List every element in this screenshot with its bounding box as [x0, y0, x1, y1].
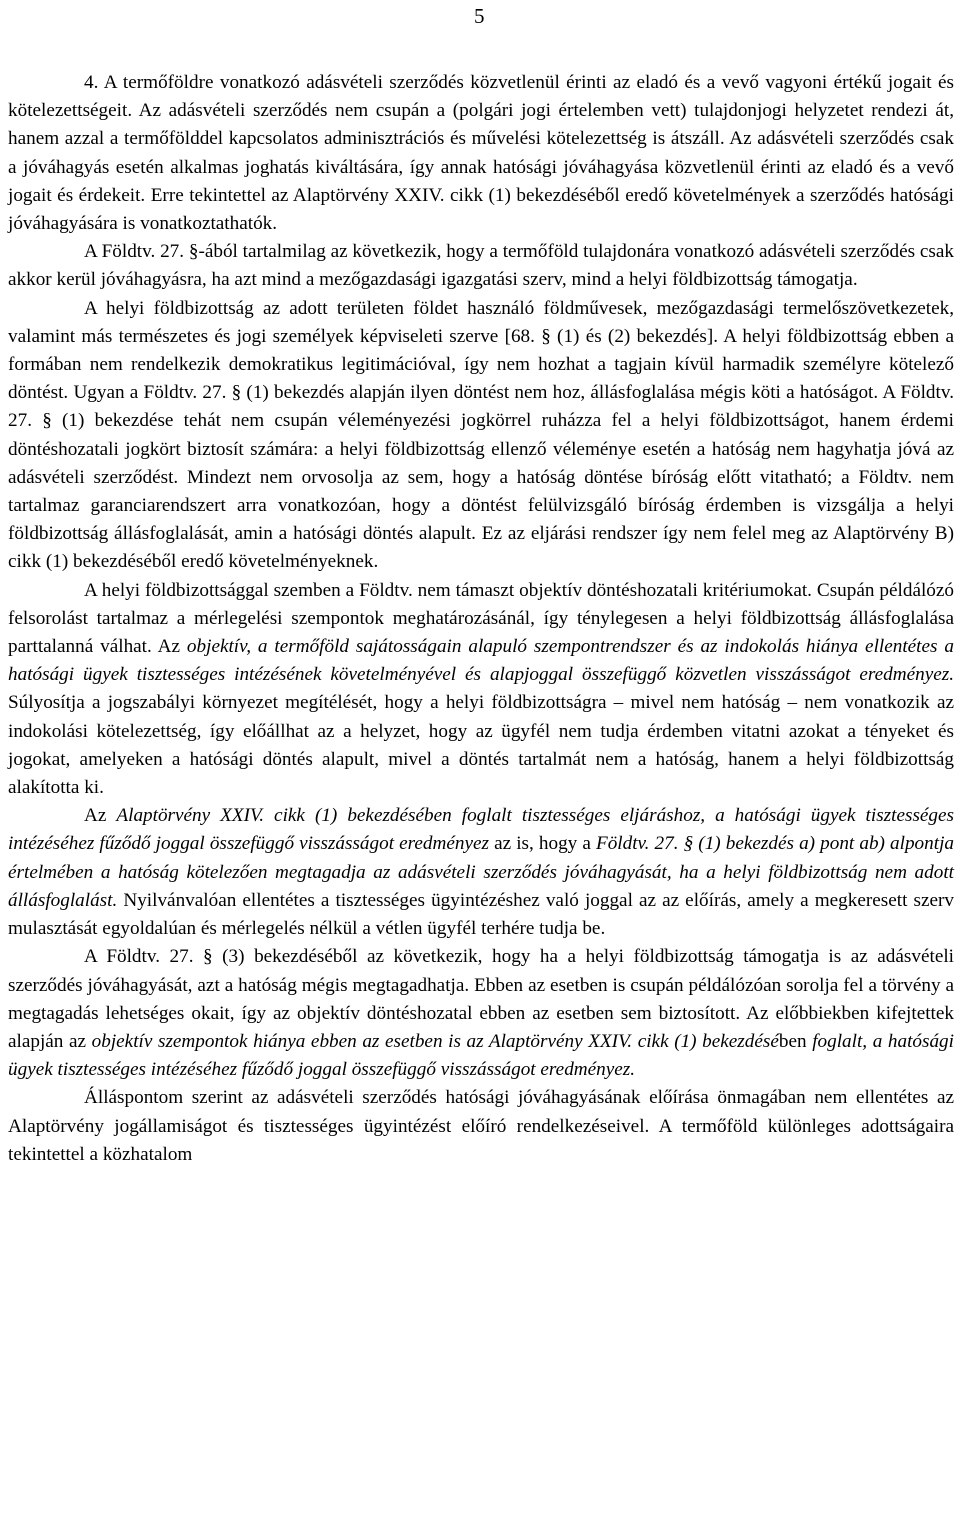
text-segment: A Földtv. 27. §-ából tartalmilag az következik, hogy a termőföld tulajdonára vonatkozó adásvételi szerződés csak akkor kerül jóváhagyásra, ha azt mind a mezőgazdasági igazgatási szerv, mind a helyi földbizottság támogatja. [8, 241, 954, 291]
paragraph [8, 1084, 954, 1169]
italic-text-segment: Földtv. 27. § (1) bekezdés a) pont ab) alpontja értelmében a hatóság kötelezően megtagadja az adásvételi szerződés jóváhagyását, ha a helyi földbizottság nem adott állásfoglalást. [8, 833, 954, 911]
text-segment: Nyilvánvalóan ellentétes a tisztességes ügyintézéshez való joggal az az előírás, amely a megkeresett szerv mulasztását egyoldalúan és mérlegelés nélkül a vétlen ügyfél terhére tudja be. [8, 889, 954, 940]
italic-text-segment: objektív szempontok hiánya ebben az esetben is az Alaptörvény XXIV. cikk (1) bekezdésé [91, 1030, 779, 1052]
paragraph [8, 295, 954, 577]
text-segment: az is, hogy a [488, 833, 596, 855]
text-segment: 4. A termőföldre vonatkozó adásvételi szerződés közvetlenül érinti az eladó és a vevő vagyoni értékű jogait és kötelezettségeit. Az adásvételi szerződés nem csupán a (polgári jogi értelemben vett) tulajdonjogi helyzetet rendezi át, hanem azzal a termőfölddel kapcsolatos adminisztrációs és művelési kötelezettség is átszáll. Az adásvételi szerződés csak a jóváhagyás esetén alkalmas joghatás kiváltására, így annak hatósági jóváhagyása közvetlenül érinti az eladó és a vevő jogait és érdekeit. Erre tekintettel az Alaptörvény XXIV. cikk (1) bekezdéséből eredő követelmények a szerződés hatósági jóváhagyására is vonatkoztathatók. [8, 72, 954, 235]
text-segment: A helyi földbizottsággal szemben a Földtv. nem támaszt objektív döntéshozatali kritériumokat. Csupán példálózó felsorolást tartalmaz a mérlegelési szempontok meghatározásánál, így ténylegesen a helyi földbizottság állásfoglalása parttalanná válhat. Az [8, 579, 954, 658]
paragraph [8, 238, 954, 294]
paragraph [8, 943, 954, 1084]
text-segment: A helyi földbizottság az adott területen földet használó földművesek, mezőgazdasági termelőszövetkezetek, valamint más természetes és jogi személyek képviseleti szerve [68. § (1) és (2) bekezdés]. A helyi földbizottság ebben a formában nem rendelkezik demokratikus legitimációval, így nem hozhat a tagjain kívül harmadik személyre kötelező döntést. Ugyan a Földtv. 27. § (1) bekezdés alapján ilyen döntést nem hoz, állásfoglalása mégis köti a hatóságot. A Földtv. 27. § (1) bekezdése tehát nem csupán véleményezési jogkörrel ruházza fel a helyi földbizottságot, hanem érdemi döntéshozatali jogkört biztosít számára: a helyi földbizottság ellenző véleménye esetén a hatóság nem hagyhatja jóvá az adásvételi szerződést. Mindezt nem orvosolja az sem, hogy a hatóság döntése bíróság előtt vitatható; a Földtv. nem tartalmaz garanciarendszert arra vonatkozóan, hogy a döntést felülvizsgáló bíróság érdemben is vizsgálja a helyi földbizottság állásfoglalását, amin a hatósági döntés alapult. Ez az eljárási rendszer így nem felel meg az Alaptörvény B) cikk (1) bekezdéséből eredő követelményeknek. [8, 297, 954, 573]
text-segment: Súlyosítja a jogszabályi környezet megítélését, hogy a helyi földbizottságra – mivel nem hatóság – nem vonatkozik az indokolási kötelezettség, így előállhat az a helyzet, hogy az ügyfél nem tudja érdemben vitatni azokat a tényeket és jogokat, amelyeken a hatósági döntés alapult, mivel a döntés tartalmát nem a hatóság, hanem a helyi földbizottság alakította ki. [8, 692, 954, 799]
text-segment: A Földtv. 27. § (3) bekezdéséből az következik, hogy ha a helyi földbizottság támogatja is az adásvételi szerződés jóváhagyását, azt a hatóság mégis megtagadhatja. Ebben az esetben is csupán példálózóan sorolja fel a törvény a megtagadás lehetséges okait, így az objektív döntéshozatal ebben az esetben sem biztosított. Az előbbiekben kifejtettek alapján az [8, 946, 954, 1052]
text-segment: Álláspontom szerint az adásvételi szerződés hatósági jóváhagyásának előírása önmagában nem ellentétes az Alaptörvény jogállamiságot és tisztességes ügyintézést előíró rendelkezéseivel. A termőföld különleges adottságaira tekintettel a közhatalom [8, 1087, 954, 1165]
page-number: 5 [474, 4, 485, 28]
italic-text-segment: Alaptörvény XXIV. cikk (1) bekezdésében foglalt tisztességes eljáráshoz, a hatósági ügyek tisztességes intézéséhez fűződő joggal összefüggő visszásságot eredményez [8, 805, 955, 855]
italic-text-segment: objektív, a termőföld sajátosságain alapuló szempontrendszer és az indokolás hiánya ellentétes a hatósági ügyek tisztességes intézésének követelményével és alapjoggal összefüggő közvetlen visszásságot eredményez. [8, 636, 954, 686]
document-body [8, 69, 954, 1169]
italic-text-segment: foglalt, a hatósági ügyek tisztességes intézéséhez fűződő joggal összefüggő visszásságot eredményez. [8, 1030, 954, 1081]
text-segment: Az [84, 805, 117, 827]
paragraph [8, 69, 954, 238]
text-segment: ben [778, 1030, 813, 1052]
paragraph [8, 802, 954, 943]
paragraph [8, 577, 954, 803]
